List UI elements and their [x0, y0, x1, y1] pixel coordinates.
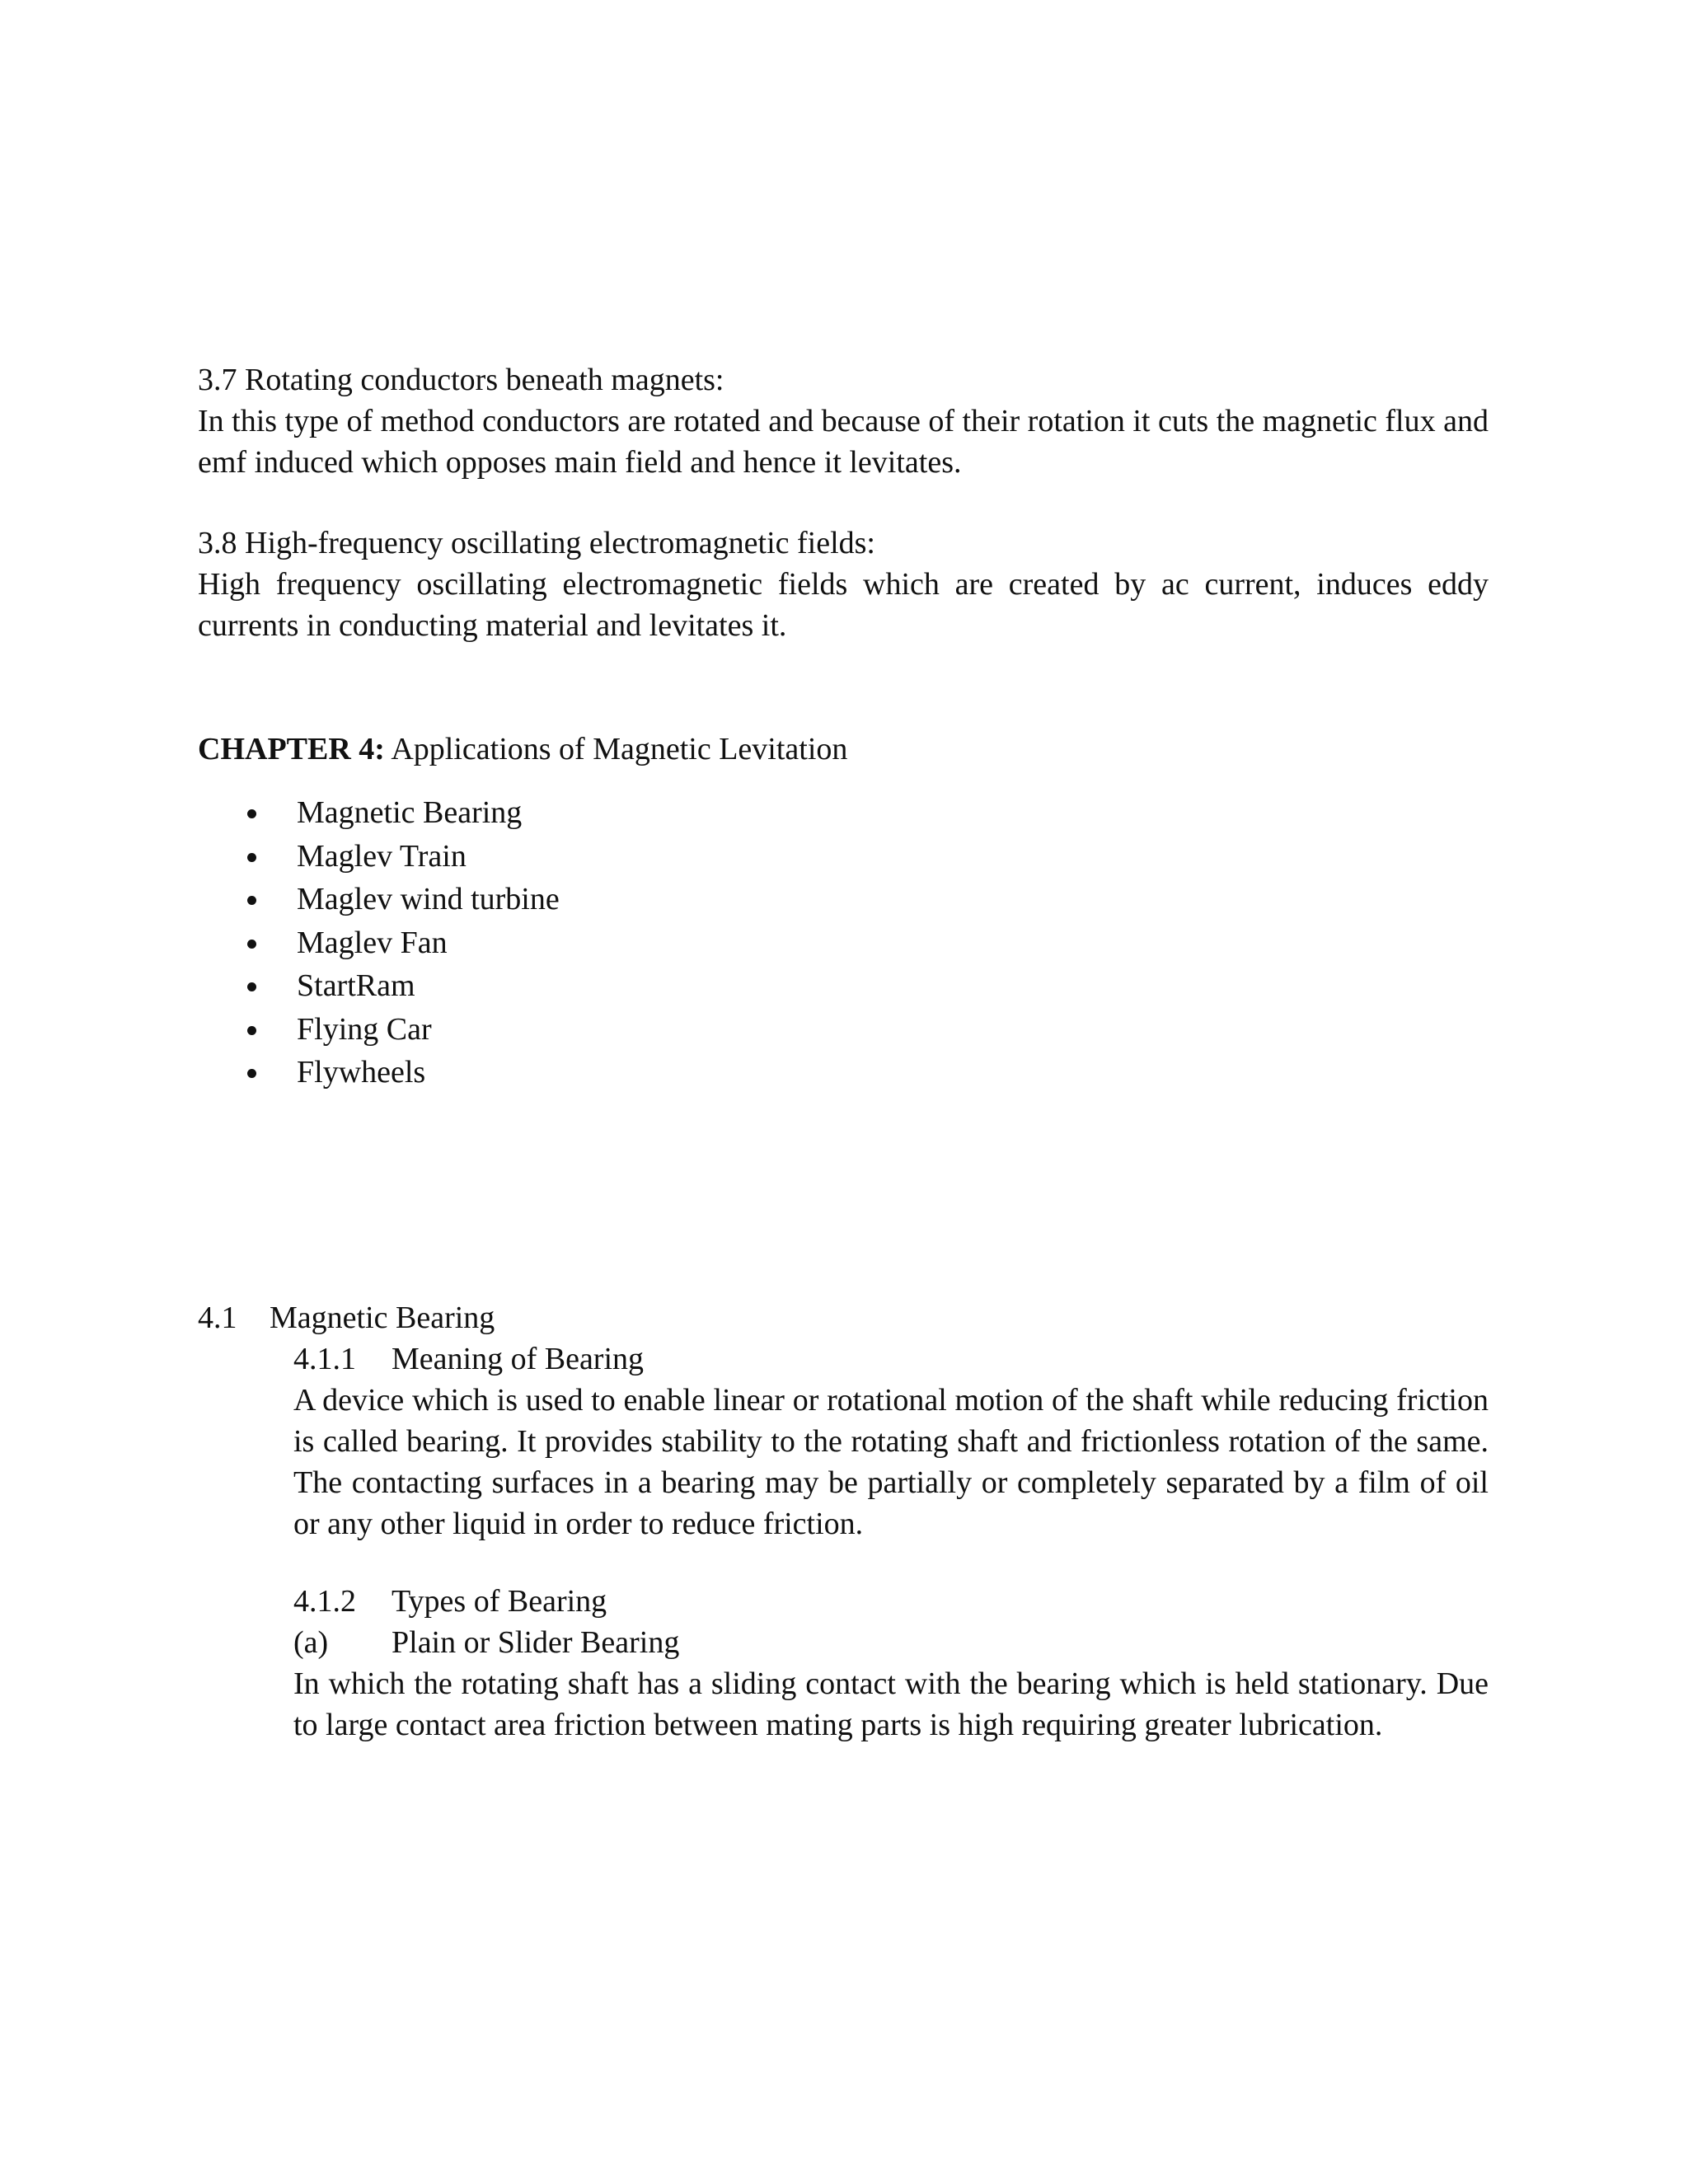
bullet-icon — [247, 1026, 256, 1035]
chapter-4-label: CHAPTER 4: — [198, 732, 385, 766]
section-4-1-title: Magnetic Bearing — [270, 1301, 495, 1335]
bullet-icon — [247, 940, 256, 949]
item-a-label: (a) — [293, 1625, 329, 1660]
item-a-title: Plain or Slider Bearing — [392, 1625, 680, 1660]
bullet-icon — [247, 853, 256, 862]
subsection-4-1-1-body: A device which is used to enable linear or rotational motion of the shaft while reducing friction is called bearing. It provides stability to the rotating shaft and frictionless rotation of the same. The contacting surfaces in a bearing may be partially or completely separated by a film of oil or any other liquid in order to reduce friction. — [293, 1383, 1489, 1541]
bullet-icon — [247, 982, 256, 991]
subsection-4-1-1-title: Meaning of Bearing — [392, 1342, 645, 1376]
item-a-body: In which the rotating shaft has a sliding contact with the bearing which is held stationary. Due to large contact area friction between mating parts is high requiring greater lubrication. — [293, 1666, 1489, 1742]
section-3-8-heading: 3.8 High-frequency oscillating electromagnetic fields: — [198, 526, 875, 560]
section-4-1-number: 4.1 — [198, 1301, 237, 1335]
subsection-4-1-1-number: 4.1.1 — [293, 1342, 356, 1376]
chapter-4-title: Applications of Magnetic Levitation — [391, 732, 848, 766]
bullet-icon — [247, 896, 256, 905]
section-3-7-heading: 3.7 Rotating conductors beneath magnets: — [198, 363, 724, 397]
chapter-4-heading — [198, 729, 847, 770]
bullet-icon — [247, 809, 256, 818]
subsection-4-1-2-number: 4.1.2 — [293, 1584, 356, 1619]
section-3-7-body: In this type of method conductors are rotated and because of their rotation it cuts the magnetic flux and emf induced which opposes main field and hence it levitates. — [198, 404, 1489, 480]
bullet-icon — [247, 1069, 256, 1078]
section-3-8-body: High frequency oscillating electromagnetic fields which are created by ac current, induces eddy currents in conducting material and levitates it. — [198, 567, 1489, 643]
document-page: 3.7 Rotating conductors beneath magnets: In this type of method conductors are rotated and because of their rotation it cuts the magnetic flux and emf induced which opposes main field and hence it levitates. 3.8 High-frequency oscillating electromagnetic fields: High frequency oscillating electromagnetic fields which are created by ac current, induces eddy currents in conducting material and levitates it. CHAPTER 4: Applications of Magnetic Levitation Magnetic Bearing Maglev Train Maglev wind turbine Maglev Fan StartRam Flying Car Flywheels 4.1 Magnetic Bearing 4.1.1 Meaning of Bearing A device which is used to enable linear or rotational motion of the shaft while reducing friction is called bearing. It provides stability to the rotating shaft and frictionless rotation of the same. The contacting surfaces in a bearing may be partially or completely separated by a film of oil or any other liquid in order to reduce friction. 4.1.2 Types of Bearing (a) Plain or Slider Bearing In which the rotating shaft has a sliding contact with the bearing which is held stationary. Due to large contact area friction between mating parts is high requiring greater lubrication. — [0, 0, 1688, 2184]
subsection-4-1-2-title: Types of Bearing — [392, 1584, 607, 1619]
